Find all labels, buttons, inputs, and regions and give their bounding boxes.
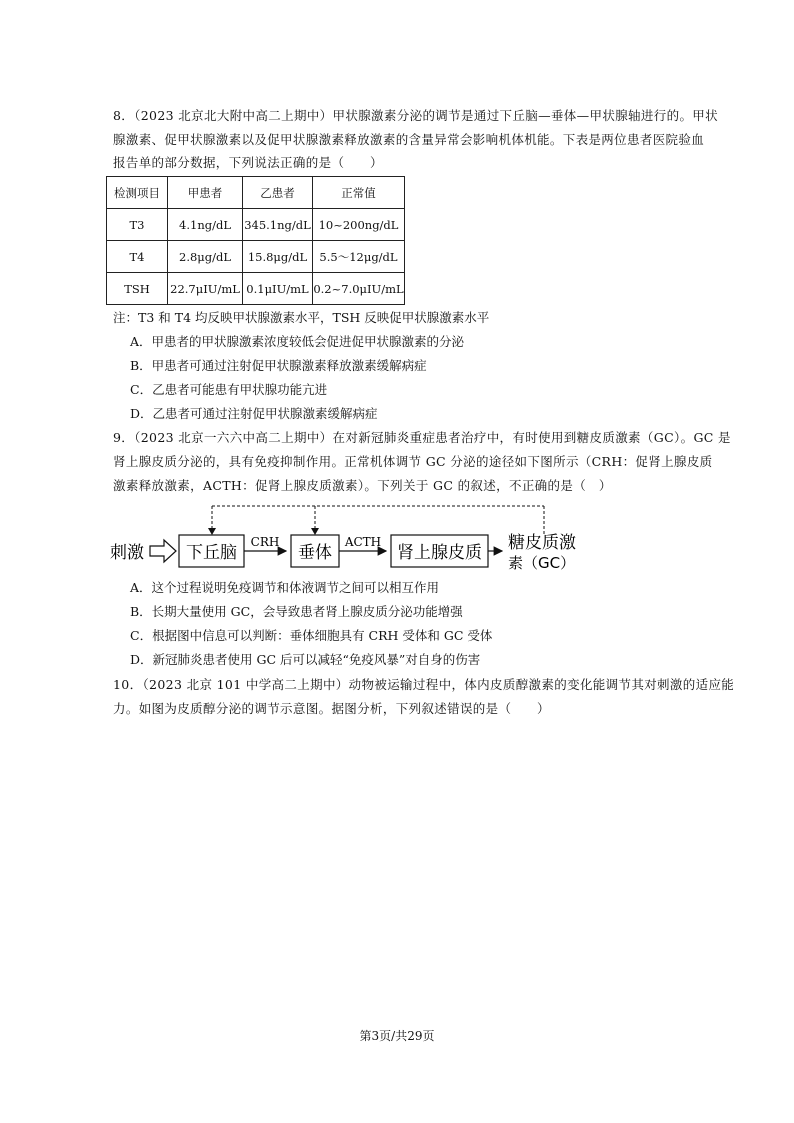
gc-label-line-2: 素（GC） bbox=[508, 554, 576, 572]
table-header-cell: 正常值 bbox=[313, 177, 405, 209]
q8-stem-line-2: 腺激素、促甲状腺激素以及促甲状腺激素释放激素的含量异常会影响机体机能。下表是两位患者医院验血 bbox=[113, 132, 705, 147]
q9-option-d: D．新冠肺炎患者使用 GC 后可以减轻“免疫风暴”对自身的伤害 bbox=[130, 652, 481, 667]
table-cell: TSH bbox=[107, 273, 168, 305]
q9-option-c: C．根据图中信息可以判断：垂体细胞具有 CRH 受体和 GC 受体 bbox=[130, 628, 493, 643]
hollow-arrow-icon bbox=[150, 540, 176, 562]
lab-results-table bbox=[106, 176, 405, 305]
stimulus-label: 刺激 bbox=[110, 543, 144, 563]
table-row bbox=[107, 273, 405, 305]
q9-option-b: B．长期大量使用 GC，会导致患者肾上腺皮质分泌功能增强 bbox=[130, 604, 463, 619]
table-cell: 2.8μg/dL bbox=[168, 241, 243, 273]
q8-stem-line-3: 报告单的部分数据，下列说法正确的是（ ） bbox=[113, 155, 383, 170]
page-footer: 第3页/共29页 bbox=[359, 1029, 435, 1043]
q8-option-c: C．乙患者可能患有甲状腺功能亢进 bbox=[130, 382, 328, 397]
gc-label-line-1: 糖皮质激 bbox=[508, 533, 576, 553]
table-cell: 5.5～12μg/dL bbox=[313, 241, 405, 273]
table-cell: 22.7μIU/mL bbox=[168, 273, 243, 305]
table-cell: 15.8μg/dL bbox=[243, 241, 313, 273]
q9-option-a: A．这个过程说明免疫调节和体液调节之间可以相互作用 bbox=[130, 580, 440, 595]
q10-stem-line-2: 力。如图为皮质醇分泌的调节示意图。据图分析，下列叙述错误的是（ ） bbox=[113, 701, 550, 716]
table-cell: 345.1ng/dL bbox=[243, 209, 313, 241]
adrenal-cortex-label: 肾上腺皮质 bbox=[397, 543, 482, 563]
table-cell: 10~200ng/dL bbox=[313, 209, 405, 241]
q8-table-note: 注：T3 和 T4 均反映甲状腺激素水平，TSH 反映促甲状腺激素水平 bbox=[113, 310, 490, 325]
acth-label: ACTH bbox=[344, 535, 382, 549]
q9-stem-line-2: 肾上腺皮质分泌的，具有免疫抑制作用。正常机体调节 GC 分泌的途径如下图所示（CRH：促肾上腺皮质 bbox=[113, 454, 713, 469]
q9-stem-line-3: 激素释放激素，ACTH：促肾上腺皮质激素）。下列关于 GC 的叙述，不正确的是（ ） bbox=[113, 478, 612, 493]
crh-label: CRH bbox=[250, 535, 280, 549]
table-cell: T3 bbox=[107, 209, 168, 241]
table-row bbox=[107, 209, 405, 241]
gc-regulation-diagram bbox=[110, 498, 610, 578]
feedback-dashed-lines bbox=[212, 506, 544, 534]
table-header-cell: 乙患者 bbox=[243, 177, 313, 209]
table-cell: 4.1ng/dL bbox=[168, 209, 243, 241]
table-header-cell: 检测项目 bbox=[107, 177, 168, 209]
table-header-cell: 甲患者 bbox=[168, 177, 243, 209]
feedback-arrowhead-hypothalamus bbox=[208, 528, 216, 535]
q9-stem-line-1: 9．（2023 北京一六六中高二上期中）在对新冠肺炎重症患者治疗中，有时使用到糖皮质激素（GC）。GC 是 bbox=[113, 430, 731, 445]
q8-stem-line-1: 8．（2023 北京北大附中高二上期中）甲状腺激素分泌的调节是通过下丘脑—垂体—甲状腺轴进行的。甲状 bbox=[113, 108, 718, 123]
q10-stem-line-1: 10．（2023 北京 101 中学高二上期中）动物被运输过程中，体内皮质醇激素的变化能调节其对刺激的适应能 bbox=[113, 677, 735, 692]
table-cell: T4 bbox=[107, 241, 168, 273]
table-cell: 0.2~7.0μIU/mL bbox=[313, 273, 405, 305]
table-header-row bbox=[107, 177, 405, 209]
q8-option-a: A．甲患者的甲状腺激素浓度较低会促进促甲状腺激素的分泌 bbox=[130, 334, 465, 349]
table-row bbox=[107, 241, 405, 273]
table-cell: 0.1μIU/mL bbox=[243, 273, 313, 305]
feedback-arrowhead-pituitary bbox=[311, 528, 319, 535]
pituitary-label: 垂体 bbox=[298, 543, 332, 563]
q8-option-b: B．甲患者可通过注射促甲状腺激素释放激素缓解病症 bbox=[130, 358, 427, 373]
hypothalamus-label: 下丘脑 bbox=[186, 543, 237, 563]
q8-option-d: D．乙患者可通过注射促甲状腺激素缓解病症 bbox=[130, 406, 378, 421]
